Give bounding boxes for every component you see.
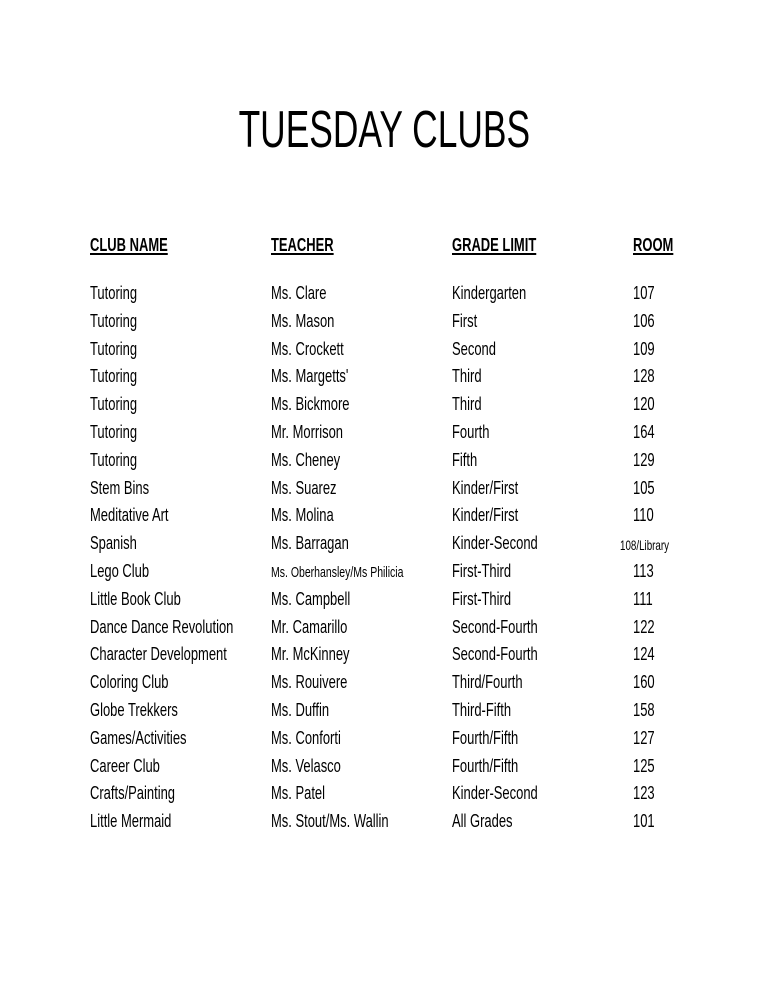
- grade-limit-cell: First: [452, 310, 478, 331]
- grade-limit-cell: Second-Fourth: [452, 644, 538, 665]
- table-row: [0, 338, 768, 366]
- room-cell: 164: [633, 422, 655, 442]
- teacher-cell: Mr. Camarillo: [271, 616, 348, 637]
- club-name-cell: Crafts/Painting: [90, 783, 176, 804]
- teacher-cell: Ms. Bickmore: [271, 394, 350, 415]
- grade-limit-cell: Kindergarten: [452, 283, 527, 303]
- club-name-cell: Lego Club: [90, 561, 150, 581]
- club-name-cell: Globe Trekkers: [90, 700, 178, 720]
- room-cell: 101: [633, 811, 655, 832]
- teacher-cell: Ms. Conforti: [271, 727, 341, 748]
- grade-limit-cell: Third-Fifth: [452, 700, 512, 720]
- table-row: [0, 560, 768, 588]
- teacher-cell: Ms. Patel: [271, 783, 326, 804]
- table-row: [0, 504, 768, 532]
- room-cell: 111: [633, 588, 653, 609]
- table-row: [0, 727, 768, 755]
- room-cell: 125: [633, 755, 655, 776]
- club-name-cell: Tutoring: [90, 394, 138, 415]
- grade-limit-cell: All Grades: [452, 811, 513, 832]
- room-cell: 120: [633, 394, 655, 415]
- grade-limit-cell: Fifth: [452, 449, 478, 470]
- grade-limit-cell: Third: [452, 394, 482, 415]
- room-cell: 108/Library: [620, 537, 670, 554]
- table-row: [0, 810, 768, 838]
- room-cell: 124: [633, 644, 655, 665]
- table-row: [0, 755, 768, 783]
- grade-limit-cell: Fourth/Fifth: [452, 755, 519, 776]
- teacher-cell: Ms. Crockett: [271, 338, 344, 359]
- teacher-cell: Ms. Duffin: [271, 700, 330, 720]
- teacher-cell: Ms. Rouivere: [271, 672, 348, 693]
- table-row: [0, 365, 768, 393]
- grade-limit-cell: Second-Fourth: [452, 616, 538, 637]
- club-name-cell: Coloring Club: [90, 672, 169, 693]
- table-row: [0, 393, 768, 421]
- grade-limit-cell: Third: [452, 366, 482, 387]
- room-cell: 105: [633, 477, 655, 498]
- teacher-cell: Ms. Barragan: [271, 533, 349, 554]
- grade-limit-cell: Kinder/First: [452, 505, 519, 526]
- teacher-cell: Ms. Clare: [271, 283, 327, 303]
- club-name-cell: Games/Activities: [90, 727, 187, 748]
- room-cell: 109: [633, 338, 655, 359]
- teacher-cell: Ms. Campbell: [271, 588, 351, 609]
- teacher-cell: Ms. Margetts': [271, 366, 349, 387]
- grade-limit-cell: Fourth: [452, 422, 490, 442]
- room-cell: 158: [633, 700, 655, 720]
- table-row: [0, 616, 768, 644]
- room-cell: 110: [633, 505, 654, 526]
- club-name-cell: Tutoring: [90, 283, 138, 303]
- club-name-cell: Meditative Art: [90, 505, 169, 526]
- table-row: [0, 588, 768, 616]
- table-row: [0, 643, 768, 671]
- table-row: [0, 782, 768, 810]
- header-grade-limit: GRADE LIMIT: [452, 235, 537, 255]
- table-row: [0, 310, 768, 338]
- table-row: [0, 699, 768, 727]
- club-name-cell: Tutoring: [90, 366, 138, 387]
- table-row: [0, 532, 768, 560]
- grade-limit-cell: Fourth/Fifth: [452, 727, 519, 748]
- header-club-name: CLUB NAME: [90, 235, 168, 255]
- grade-limit-cell: First-Third: [452, 561, 512, 581]
- room-cell: 123: [633, 783, 655, 804]
- teacher-cell: Ms. Mason: [271, 310, 335, 331]
- teacher-cell: Mr. McKinney: [271, 644, 350, 665]
- club-name-cell: Dance Dance Revolution: [90, 616, 234, 637]
- grade-limit-cell: Kinder/First: [452, 477, 519, 498]
- teacher-cell: Ms. Velasco: [271, 755, 341, 776]
- room-cell: 129: [633, 449, 655, 470]
- page-title-text: TUESDAY CLUBS: [238, 101, 530, 159]
- room-cell: 128: [633, 366, 655, 387]
- room-cell: 127: [633, 727, 655, 748]
- grade-limit-cell: Kinder-Second: [452, 783, 538, 804]
- club-name-cell: Career Club: [90, 755, 160, 776]
- teacher-cell: Ms. Oberhansley/Ms Philicia: [271, 564, 404, 581]
- header-room: ROOM: [633, 235, 674, 255]
- room-cell: 160: [633, 672, 655, 693]
- club-name-cell: Character Development: [90, 644, 227, 665]
- teacher-cell: Ms. Molina: [271, 505, 334, 526]
- room-cell: 113: [633, 561, 654, 581]
- table-row: [0, 449, 768, 477]
- room-cell: 107: [633, 283, 655, 303]
- grade-limit-cell: First-Third: [452, 588, 512, 609]
- table-row: [0, 671, 768, 699]
- room-cell: 106: [633, 310, 655, 331]
- table-row: [0, 421, 768, 449]
- club-name-cell: Spanish: [90, 533, 137, 554]
- grade-limit-cell: Second: [452, 338, 496, 359]
- table-row: [0, 282, 768, 310]
- grade-limit-cell: Third/Fourth: [452, 672, 523, 693]
- teacher-cell: Ms. Cheney: [271, 449, 341, 470]
- teacher-cell: Mr. Morrison: [271, 422, 344, 442]
- club-name-cell: Tutoring: [90, 422, 138, 442]
- club-name-cell: Stem Bins: [90, 477, 150, 498]
- room-cell: 122: [633, 616, 655, 637]
- club-name-cell: Tutoring: [90, 310, 138, 331]
- club-name-cell: Little Mermaid: [90, 811, 172, 832]
- club-name-cell: Tutoring: [90, 449, 138, 470]
- teacher-cell: Ms. Suarez: [271, 477, 337, 498]
- club-name-cell: Tutoring: [90, 338, 138, 359]
- club-name-cell: Little Book Club: [90, 588, 181, 609]
- grade-limit-cell: Kinder-Second: [452, 533, 538, 554]
- table-row: [0, 477, 768, 505]
- header-teacher: TEACHER: [271, 235, 334, 255]
- teacher-cell: Ms. Stout/Ms. Wallin: [271, 811, 389, 832]
- table-header: [0, 234, 768, 262]
- page-title: [0, 100, 768, 160]
